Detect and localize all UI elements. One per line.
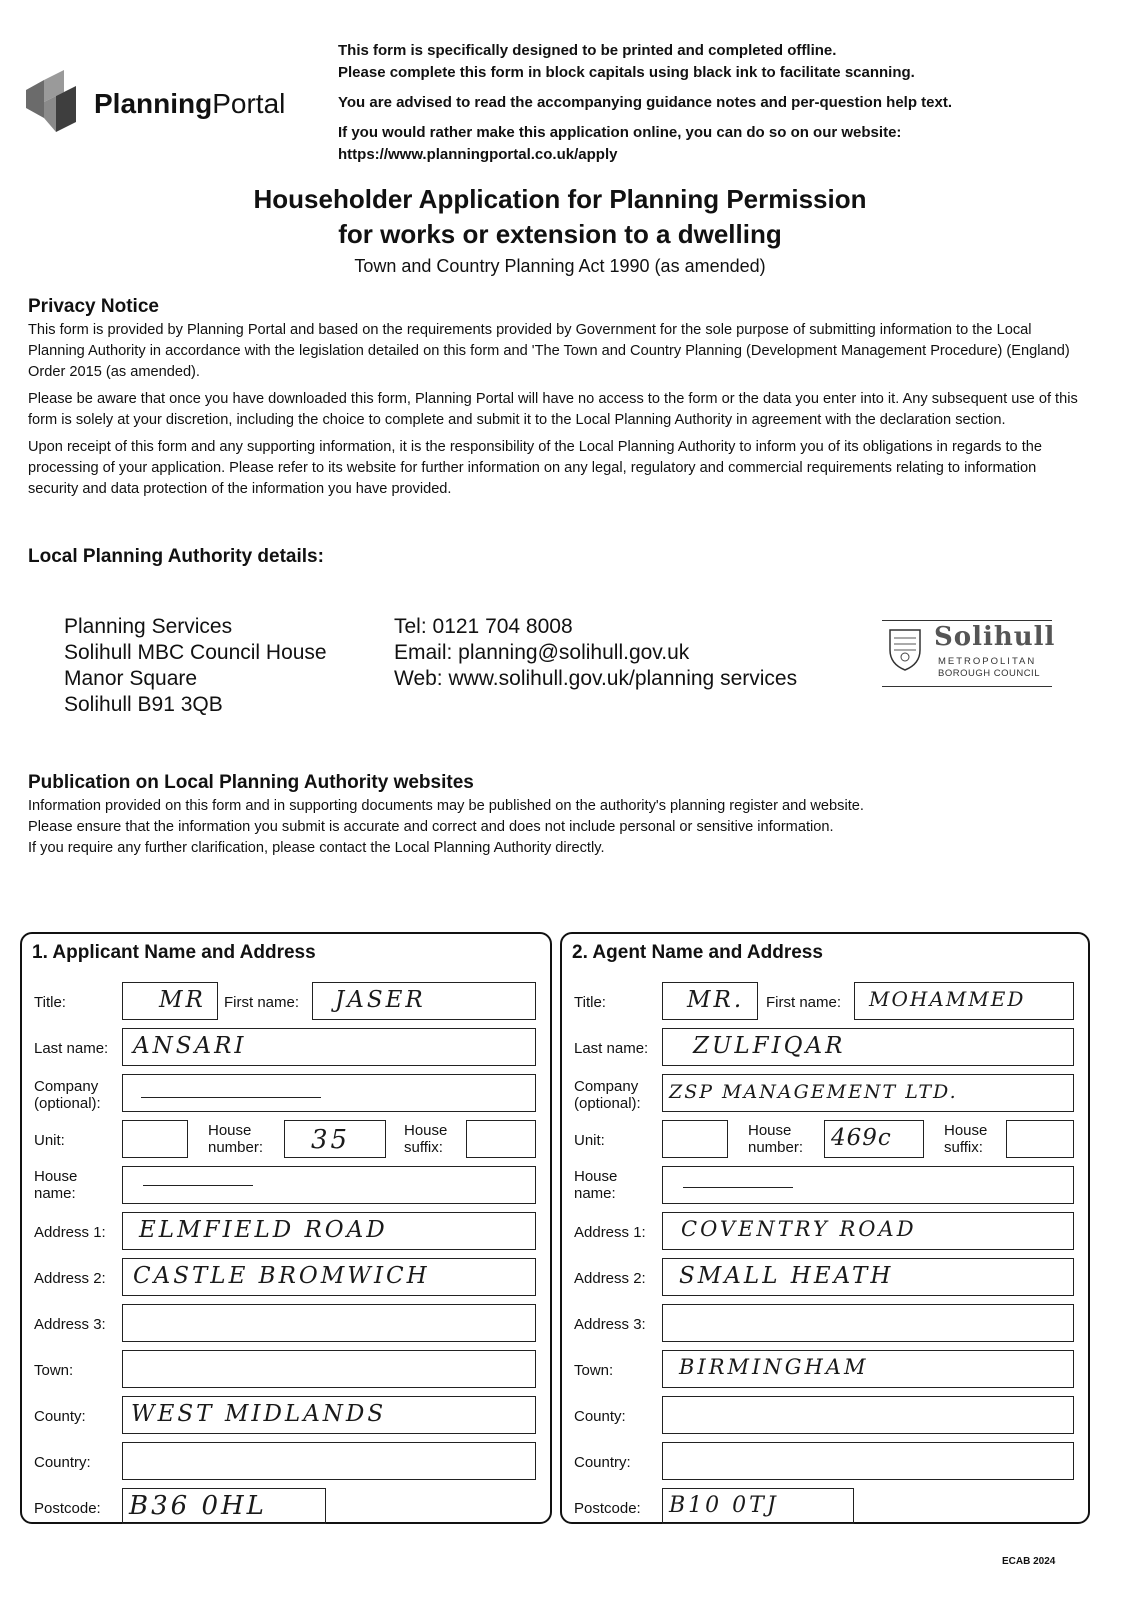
council-logo-sub-2: BOROUGH COUNCIL: [938, 668, 1040, 679]
postcode-label: Postcode:: [574, 1500, 641, 1517]
company-label-2: (optional):: [574, 1095, 641, 1112]
house-number-label-1: House: [748, 1122, 792, 1139]
agent-house-name-field[interactable]: [662, 1166, 1074, 1204]
house-name-label-1: House: [574, 1168, 618, 1185]
house-number-label-1: House: [208, 1122, 252, 1139]
planning-portal-logo-mark-icon: [26, 66, 84, 136]
first-name-label: First name:: [766, 994, 842, 1011]
house-number-label-2: number:: [748, 1139, 804, 1156]
applicant-first-name-field[interactable]: JASER: [312, 982, 536, 1020]
agent-last-name-field[interactable]: ZULFIQAR: [662, 1028, 1074, 1066]
publication-line-2: Please ensure that the information you submit is accurate and correct and does not include personal or sensitive information.: [28, 819, 834, 835]
agent-address-3-field[interactable]: [662, 1304, 1074, 1342]
applicant-address-1-field[interactable]: ELMFIELD ROAD: [122, 1212, 536, 1250]
county-label: County:: [34, 1408, 86, 1425]
privacy-paragraph-1: This form is provided by Planning Portal and based on the requirements provided by Government for the sole purpose of submitting information to the Local Planning Authority in accordance with the legislation detailed on this form and 'The Town and Country Planning (Development Management Procedure) (England) Order 2015 (as amended).: [28, 322, 1070, 380]
council-crest-icon: [884, 624, 926, 674]
agent-house-suffix-field[interactable]: [1006, 1120, 1074, 1158]
lpa-address-line: Planning Services: [64, 615, 233, 638]
applicant-house-name-field[interactable]: [122, 1166, 536, 1204]
applicant-address-3-field[interactable]: [122, 1304, 536, 1342]
agent-company-field[interactable]: ZSP MANAGEMENT LTD.: [662, 1074, 1074, 1112]
country-label: Country:: [574, 1454, 631, 1471]
company-label-1: Company: [574, 1078, 639, 1095]
applicant-title-field[interactable]: MR: [122, 982, 218, 1020]
company-label-1: Company: [34, 1078, 99, 1095]
county-label: County:: [574, 1408, 626, 1425]
solihull-council-logo: [882, 620, 1056, 690]
lpa-heading: Local Planning Authority details:: [28, 546, 324, 567]
privacy-paragraph-2: Please be aware that once you have downloaded this form, Planning Portal will have no access to the form or the data you enter into it. Any subsequent use of this form is solely at your discretion, including the choice to complete and submit it to the Local Planning Authority in agreement with the declaration section.: [28, 391, 1078, 428]
header-note-5: https://www.planningportal.co.uk/apply: [338, 146, 618, 163]
country-label: Country:: [34, 1454, 91, 1471]
publication-line-3: If you require any further clarification, please contact the Local Planning Authority directly.: [28, 840, 605, 856]
agent-first-name-field[interactable]: MOHAMMED: [854, 982, 1074, 1020]
page-title-line-1: Householder Application for Planning Permission: [253, 184, 867, 214]
lpa-phone: Tel: 0121 704 8008: [394, 615, 573, 638]
council-logo-sub-1: METROPOLITAN: [938, 656, 1037, 667]
house-suffix-label-2: suffix:: [944, 1139, 983, 1156]
address-1-label: Address 1:: [574, 1224, 646, 1241]
applicant-town-field[interactable]: [122, 1350, 536, 1388]
town-label: Town:: [574, 1362, 614, 1379]
empty-field-dash: [683, 1187, 793, 1188]
agent-house-number-field[interactable]: 469c: [824, 1120, 924, 1158]
lpa-email: Email: planning@solihull.gov.uk: [394, 641, 690, 664]
house-name-label-2: name:: [574, 1185, 616, 1202]
house-suffix-label-1: House: [944, 1122, 988, 1139]
applicant-company-field[interactable]: [122, 1074, 536, 1112]
address-3-label: Address 3:: [574, 1316, 646, 1333]
company-label-2: (optional):: [34, 1095, 101, 1112]
applicant-section-title: 1. Applicant Name and Address: [32, 942, 316, 963]
town-label: Town:: [34, 1362, 74, 1379]
house-name-label-1: House: [34, 1168, 78, 1185]
last-name-label: Last name:: [34, 1040, 109, 1057]
applicant-last-name-field[interactable]: ANSARI: [122, 1028, 536, 1066]
agent-panel: [560, 932, 1090, 1524]
page-title-line-2: for works or extension to a dwelling: [338, 219, 782, 249]
house-number-label-2: number:: [208, 1139, 264, 1156]
logo-text-light: Portal: [212, 88, 286, 119]
publication-line-1: Information provided on this form and in supporting documents may be published on the authority's planning register and website.: [28, 798, 864, 814]
logo-text-bold: Planning: [94, 88, 213, 119]
lpa-website: Web: www.solihull.gov.uk/planning services: [394, 667, 798, 690]
agent-county-field[interactable]: [662, 1396, 1074, 1434]
agent-postcode-field[interactable]: B10 0TJ: [662, 1488, 854, 1524]
lpa-address-line: Solihull MBC Council House: [64, 641, 327, 664]
last-name-label: Last name:: [574, 1040, 649, 1057]
applicant-house-number-field[interactable]: 35: [284, 1120, 386, 1158]
postcode-label: Postcode:: [34, 1500, 101, 1517]
address-3-label: Address 3:: [34, 1316, 106, 1333]
applicant-panel: [20, 932, 552, 1524]
lpa-address-line: Manor Square: [64, 667, 198, 690]
agent-unit-field[interactable]: [662, 1120, 728, 1158]
first-name-label: First name:: [224, 994, 300, 1011]
address-1-label: Address 1:: [34, 1224, 106, 1241]
privacy-heading: Privacy Notice: [28, 296, 159, 317]
agent-town-field[interactable]: BIRMINGHAM: [662, 1350, 1074, 1388]
header-note-2: Please complete this form in block capitals using black ink to facilitate scanning.: [338, 64, 915, 81]
unit-label: Unit:: [34, 1132, 65, 1149]
planning-portal-logo: [26, 66, 296, 136]
header-note-4: If you would rather make this application online, you can do so on our website:: [338, 124, 902, 141]
applicant-unit-field[interactable]: [122, 1120, 188, 1158]
empty-field-dash: [141, 1097, 321, 1098]
header-note-1: This form is specifically designed to be printed and completed offline.: [338, 42, 837, 59]
agent-title-field[interactable]: MR.: [662, 982, 758, 1020]
title-label: Title:: [34, 994, 66, 1011]
house-suffix-label-2: suffix:: [404, 1139, 443, 1156]
title-label: Title:: [574, 994, 606, 1011]
agent-address-2-field[interactable]: SMALL HEATH: [662, 1258, 1074, 1296]
applicant-address-2-field[interactable]: CASTLE BROMWICH: [122, 1258, 536, 1296]
lpa-contact: [394, 614, 797, 692]
house-name-label-2: name:: [34, 1185, 76, 1202]
agent-address-1-field[interactable]: COVENTRY ROAD: [662, 1212, 1074, 1250]
address-2-label: Address 2:: [574, 1270, 646, 1287]
agent-country-field[interactable]: [662, 1442, 1074, 1480]
unit-label: Unit:: [574, 1132, 605, 1149]
agent-section-title: 2. Agent Name and Address: [572, 942, 823, 963]
applicant-country-field[interactable]: [122, 1442, 536, 1480]
council-logo-name: Solihull: [934, 622, 1056, 652]
header-note-3: You are advised to read the accompanying guidance notes and per-question help text.: [338, 94, 953, 111]
page-subtitle: Town and Country Planning Act 1990 (as amended): [354, 256, 766, 276]
address-2-label: Address 2:: [34, 1270, 106, 1287]
empty-field-dash: [143, 1185, 253, 1186]
applicant-postcode-field[interactable]: B36 0HL: [122, 1488, 326, 1524]
house-suffix-label-1: House: [404, 1122, 448, 1139]
publication-heading: Publication on Local Planning Authority websites: [28, 772, 474, 793]
privacy-paragraph-3: Upon receipt of this form and any supporting information, it is the responsibility of the Local Planning Authority to inform you of its obligations in regards to the processing of your application. Please refer to its website for further information on any legal, regulatory and commercial requirements relating to information security and data protection of the information you have provided.: [28, 439, 1043, 497]
applicant-county-field[interactable]: WEST MIDLANDS: [122, 1396, 536, 1434]
form-code: ECAB 2024: [1002, 1556, 1056, 1567]
applicant-house-suffix-field[interactable]: [466, 1120, 536, 1158]
lpa-address-line: Solihull B91 3QB: [64, 693, 223, 716]
lpa-address: [64, 614, 327, 718]
